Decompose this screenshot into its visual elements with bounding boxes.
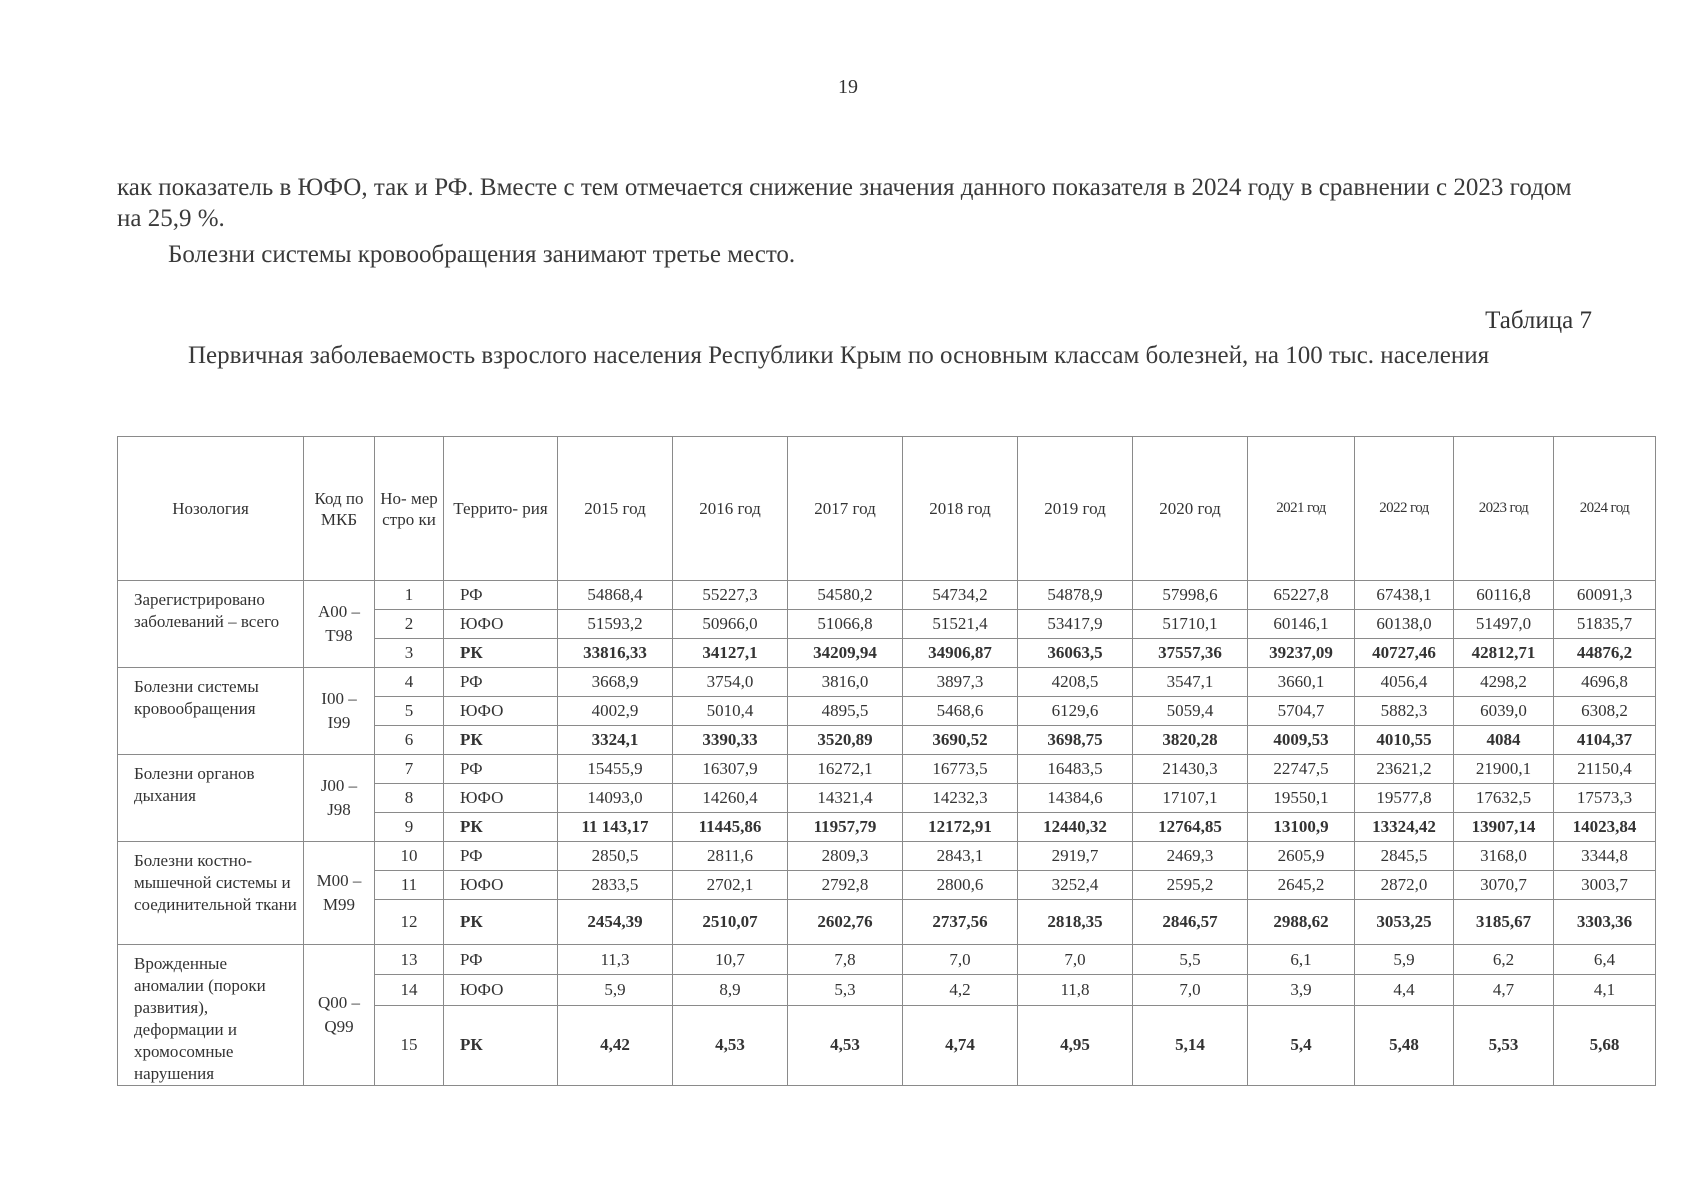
value-cell: 5,68: [1554, 1005, 1656, 1085]
value-cell: 19577,8: [1355, 784, 1454, 813]
value-cell: 19550,1: [1248, 784, 1355, 813]
intro-paragraph-2: Болезни системы кровообращения занимают третье место.: [168, 241, 796, 268]
territory-cell: ЮФО: [444, 784, 558, 813]
territory-cell: РФ: [444, 581, 558, 610]
value-cell: 2454,39: [558, 900, 673, 945]
value-cell: 4895,5: [788, 697, 903, 726]
value-cell: 14260,4: [673, 784, 788, 813]
value-cell: 3053,25: [1355, 900, 1454, 945]
row-number-cell: 11: [375, 871, 444, 900]
icd-code-cell: J00 – J98: [304, 755, 375, 842]
territory-cell: РК: [444, 900, 558, 945]
value-cell: 54878,9: [1018, 581, 1133, 610]
value-cell: 5,9: [1355, 945, 1454, 975]
value-cell: 2645,2: [1248, 871, 1355, 900]
header-year: 2015 год: [558, 437, 673, 581]
table-row: [118, 668, 1656, 697]
nosology-cell: Болезни органов дыхания: [118, 755, 304, 842]
value-cell: 2510,07: [673, 900, 788, 945]
header-year: 2017 год: [788, 437, 903, 581]
value-cell: 2602,76: [788, 900, 903, 945]
value-cell: 6,1: [1248, 945, 1355, 975]
territory-cell: РК: [444, 813, 558, 842]
value-cell: 4009,53: [1248, 726, 1355, 755]
icd-code-cell: Q00 – Q99: [304, 945, 375, 1086]
value-cell: 3070,7: [1454, 871, 1554, 900]
value-cell: 57998,6: [1133, 581, 1248, 610]
value-cell: 14093,0: [558, 784, 673, 813]
value-cell: 21900,1: [1454, 755, 1554, 784]
value-cell: 2737,56: [903, 900, 1018, 945]
value-cell: 2811,6: [673, 842, 788, 871]
value-cell: 60091,3: [1554, 581, 1656, 610]
header-year: 2019 год: [1018, 437, 1133, 581]
header-year: 2024 год: [1554, 437, 1656, 581]
value-cell: 53417,9: [1018, 610, 1133, 639]
row-number-cell: 14: [375, 975, 444, 1005]
row-number-cell: 7: [375, 755, 444, 784]
value-cell: 2595,2: [1133, 871, 1248, 900]
icd-code-cell: А00 – Т98: [304, 581, 375, 668]
value-cell: 4,74: [903, 1005, 1018, 1085]
value-cell: 3168,0: [1454, 842, 1554, 871]
table-caption: Первичная заболеваемость взрослого населения Республики Крым по основным классам болезней, на 100 тыс. населения: [188, 342, 1490, 369]
nosology-cell: Болезни системы кровообращения: [118, 668, 304, 755]
morbidity-table: [117, 436, 1656, 1086]
value-cell: 15455,9: [558, 755, 673, 784]
value-cell: 34209,94: [788, 639, 903, 668]
value-cell: 2846,57: [1133, 900, 1248, 945]
value-cell: 51497,0: [1454, 610, 1554, 639]
value-cell: 2850,5: [558, 842, 673, 871]
row-number-cell: 8: [375, 784, 444, 813]
value-cell: 37557,36: [1133, 639, 1248, 668]
row-number-cell: 3: [375, 639, 444, 668]
value-cell: 16272,1: [788, 755, 903, 784]
table-row: [118, 945, 1656, 975]
value-cell: 16307,9: [673, 755, 788, 784]
value-cell: 5,3: [788, 975, 903, 1005]
territory-cell: ЮФО: [444, 975, 558, 1005]
table-header-row: [118, 437, 1656, 581]
value-cell: 11445,86: [673, 813, 788, 842]
value-cell: 21430,3: [1133, 755, 1248, 784]
value-cell: 4,4: [1355, 975, 1454, 1005]
value-cell: 4208,5: [1018, 668, 1133, 697]
value-cell: 4298,2: [1454, 668, 1554, 697]
value-cell: 55227,3: [673, 581, 788, 610]
value-cell: 12764,85: [1133, 813, 1248, 842]
icd-code-cell: I00 – I99: [304, 668, 375, 755]
territory-cell: РФ: [444, 755, 558, 784]
value-cell: 51710,1: [1133, 610, 1248, 639]
value-cell: 4,2: [903, 975, 1018, 1005]
value-cell: 6039,0: [1454, 697, 1554, 726]
table-label: Таблица 7: [1485, 307, 1592, 334]
value-cell: 4056,4: [1355, 668, 1454, 697]
value-cell: 4696,8: [1554, 668, 1656, 697]
value-cell: 5704,7: [1248, 697, 1355, 726]
row-number-cell: 4: [375, 668, 444, 697]
value-cell: 17573,3: [1554, 784, 1656, 813]
value-cell: 5,48: [1355, 1005, 1454, 1085]
value-cell: 7,8: [788, 945, 903, 975]
page-number: 19: [838, 76, 858, 98]
value-cell: 5882,3: [1355, 697, 1454, 726]
row-number-cell: 12: [375, 900, 444, 945]
territory-cell: РК: [444, 726, 558, 755]
value-cell: 3344,8: [1554, 842, 1656, 871]
value-cell: 3820,28: [1133, 726, 1248, 755]
value-cell: 4084: [1454, 726, 1554, 755]
value-cell: 39237,09: [1248, 639, 1355, 668]
value-cell: 34906,87: [903, 639, 1018, 668]
value-cell: 3816,0: [788, 668, 903, 697]
territory-cell: РК: [444, 639, 558, 668]
value-cell: 14023,84: [1554, 813, 1656, 842]
value-cell: 2833,5: [558, 871, 673, 900]
value-cell: 3185,67: [1454, 900, 1554, 945]
value-cell: 11,3: [558, 945, 673, 975]
value-cell: 3324,1: [558, 726, 673, 755]
value-cell: 14321,4: [788, 784, 903, 813]
value-cell: 5,5: [1133, 945, 1248, 975]
value-cell: 3698,75: [1018, 726, 1133, 755]
table-row: [118, 581, 1656, 610]
row-number-cell: 5: [375, 697, 444, 726]
value-cell: 6,2: [1454, 945, 1554, 975]
value-cell: 67438,1: [1355, 581, 1454, 610]
value-cell: 36063,5: [1018, 639, 1133, 668]
value-cell: 65227,8: [1248, 581, 1355, 610]
value-cell: 51835,7: [1554, 610, 1656, 639]
header-year: 2018 год: [903, 437, 1018, 581]
value-cell: 60146,1: [1248, 610, 1355, 639]
value-cell: 4,1: [1554, 975, 1656, 1005]
value-cell: 51066,8: [788, 610, 903, 639]
intro-paragraph: как показатель в ЮФО, так и РФ. Вместе с тем отмечается снижение значения данного показателя в 2024 году в сравнении с 2023 годом на 25,9 %.: [117, 174, 1572, 232]
value-cell: 3690,52: [903, 726, 1018, 755]
value-cell: 4002,9: [558, 697, 673, 726]
value-cell: 17107,1: [1133, 784, 1248, 813]
value-cell: 4,53: [673, 1005, 788, 1085]
value-cell: 2843,1: [903, 842, 1018, 871]
nosology-cell: Врожденные аномалии (пороки развития), деформации и хромосомные нарушения: [118, 945, 304, 1086]
territory-cell: РФ: [444, 945, 558, 975]
value-cell: 40727,46: [1355, 639, 1454, 668]
value-cell: 44876,2: [1554, 639, 1656, 668]
value-cell: 2872,0: [1355, 871, 1454, 900]
value-cell: 11,8: [1018, 975, 1133, 1005]
value-cell: 5059,4: [1133, 697, 1248, 726]
territory-cell: РФ: [444, 668, 558, 697]
value-cell: 60138,0: [1355, 610, 1454, 639]
value-cell: 16483,5: [1018, 755, 1133, 784]
value-cell: 13324,42: [1355, 813, 1454, 842]
row-number-cell: 15: [375, 1005, 444, 1085]
value-cell: 13907,14: [1454, 813, 1554, 842]
nosology-cell: Зарегистрировано заболеваний – всего: [118, 581, 304, 668]
value-cell: 3520,89: [788, 726, 903, 755]
value-cell: 3303,36: [1554, 900, 1656, 945]
territory-cell: РК: [444, 1005, 558, 1085]
territory-cell: ЮФО: [444, 610, 558, 639]
value-cell: 2702,1: [673, 871, 788, 900]
row-number-cell: 10: [375, 842, 444, 871]
value-cell: 4,42: [558, 1005, 673, 1085]
value-cell: 4,53: [788, 1005, 903, 1085]
value-cell: 21150,4: [1554, 755, 1656, 784]
value-cell: 2818,35: [1018, 900, 1133, 945]
territory-cell: ЮФО: [444, 697, 558, 726]
value-cell: 7,0: [1018, 945, 1133, 975]
row-number-cell: 1: [375, 581, 444, 610]
value-cell: 5,9: [558, 975, 673, 1005]
territory-cell: ЮФО: [444, 871, 558, 900]
value-cell: 3754,0: [673, 668, 788, 697]
value-cell: 16773,5: [903, 755, 1018, 784]
header-year: 2022 год: [1355, 437, 1454, 581]
value-cell: 22747,5: [1248, 755, 1355, 784]
table-row: [118, 755, 1656, 784]
value-cell: 4010,55: [1355, 726, 1454, 755]
value-cell: 2919,7: [1018, 842, 1133, 871]
header-year: 2021 год: [1248, 437, 1355, 581]
value-cell: 10,7: [673, 945, 788, 975]
value-cell: 5468,6: [903, 697, 1018, 726]
value-cell: 4,95: [1018, 1005, 1133, 1085]
value-cell: 2800,6: [903, 871, 1018, 900]
value-cell: 54734,2: [903, 581, 1018, 610]
value-cell: 42812,71: [1454, 639, 1554, 668]
row-number-cell: 2: [375, 610, 444, 639]
value-cell: 5,4: [1248, 1005, 1355, 1085]
header-year: 2016 год: [673, 437, 788, 581]
territory-cell: РФ: [444, 842, 558, 871]
value-cell: 11957,79: [788, 813, 903, 842]
header-icd-code: Код по МКБ: [304, 437, 375, 581]
value-cell: 3668,9: [558, 668, 673, 697]
value-cell: 7,0: [903, 945, 1018, 975]
row-number-cell: 6: [375, 726, 444, 755]
value-cell: 6308,2: [1554, 697, 1656, 726]
value-cell: 60116,8: [1454, 581, 1554, 610]
value-cell: 3,9: [1248, 975, 1355, 1005]
value-cell: 50966,0: [673, 610, 788, 639]
header-row-number: Но- мер стро ки: [375, 437, 444, 581]
icd-code-cell: М00 – М99: [304, 842, 375, 945]
value-cell: 4104,37: [1554, 726, 1656, 755]
value-cell: 2605,9: [1248, 842, 1355, 871]
value-cell: 8,9: [673, 975, 788, 1005]
value-cell: 12172,91: [903, 813, 1018, 842]
value-cell: 5010,4: [673, 697, 788, 726]
header-year: 2023 год: [1454, 437, 1554, 581]
value-cell: 34127,1: [673, 639, 788, 668]
value-cell: 2792,8: [788, 871, 903, 900]
value-cell: 14384,6: [1018, 784, 1133, 813]
value-cell: 12440,32: [1018, 813, 1133, 842]
header-year: 2020 год: [1133, 437, 1248, 581]
value-cell: 3897,3: [903, 668, 1018, 697]
value-cell: 2809,3: [788, 842, 903, 871]
value-cell: 6129,6: [1018, 697, 1133, 726]
header-nosology: Нозология: [118, 437, 304, 581]
value-cell: 23621,2: [1355, 755, 1454, 784]
row-number-cell: 9: [375, 813, 444, 842]
value-cell: 5,53: [1454, 1005, 1554, 1085]
value-cell: 3547,1: [1133, 668, 1248, 697]
value-cell: 2988,62: [1248, 900, 1355, 945]
value-cell: 4,7: [1454, 975, 1554, 1005]
value-cell: 3003,7: [1554, 871, 1656, 900]
value-cell: 51521,4: [903, 610, 1018, 639]
value-cell: 11 143,17: [558, 813, 673, 842]
table-row: [118, 842, 1656, 871]
value-cell: 7,0: [1133, 975, 1248, 1005]
value-cell: 13100,9: [1248, 813, 1355, 842]
row-number-cell: 13: [375, 945, 444, 975]
value-cell: 14232,3: [903, 784, 1018, 813]
value-cell: 6,4: [1554, 945, 1656, 975]
value-cell: 3390,33: [673, 726, 788, 755]
value-cell: 54580,2: [788, 581, 903, 610]
value-cell: 51593,2: [558, 610, 673, 639]
value-cell: 54868,4: [558, 581, 673, 610]
value-cell: 3252,4: [1018, 871, 1133, 900]
value-cell: 2845,5: [1355, 842, 1454, 871]
value-cell: 2469,3: [1133, 842, 1248, 871]
value-cell: 17632,5: [1454, 784, 1554, 813]
value-cell: 3660,1: [1248, 668, 1355, 697]
value-cell: 33816,33: [558, 639, 673, 668]
header-territory: Террито- рия: [444, 437, 558, 581]
nosology-cell: Болезни костно-мышечной системы и соединительной ткани: [118, 842, 304, 945]
value-cell: 5,14: [1133, 1005, 1248, 1085]
